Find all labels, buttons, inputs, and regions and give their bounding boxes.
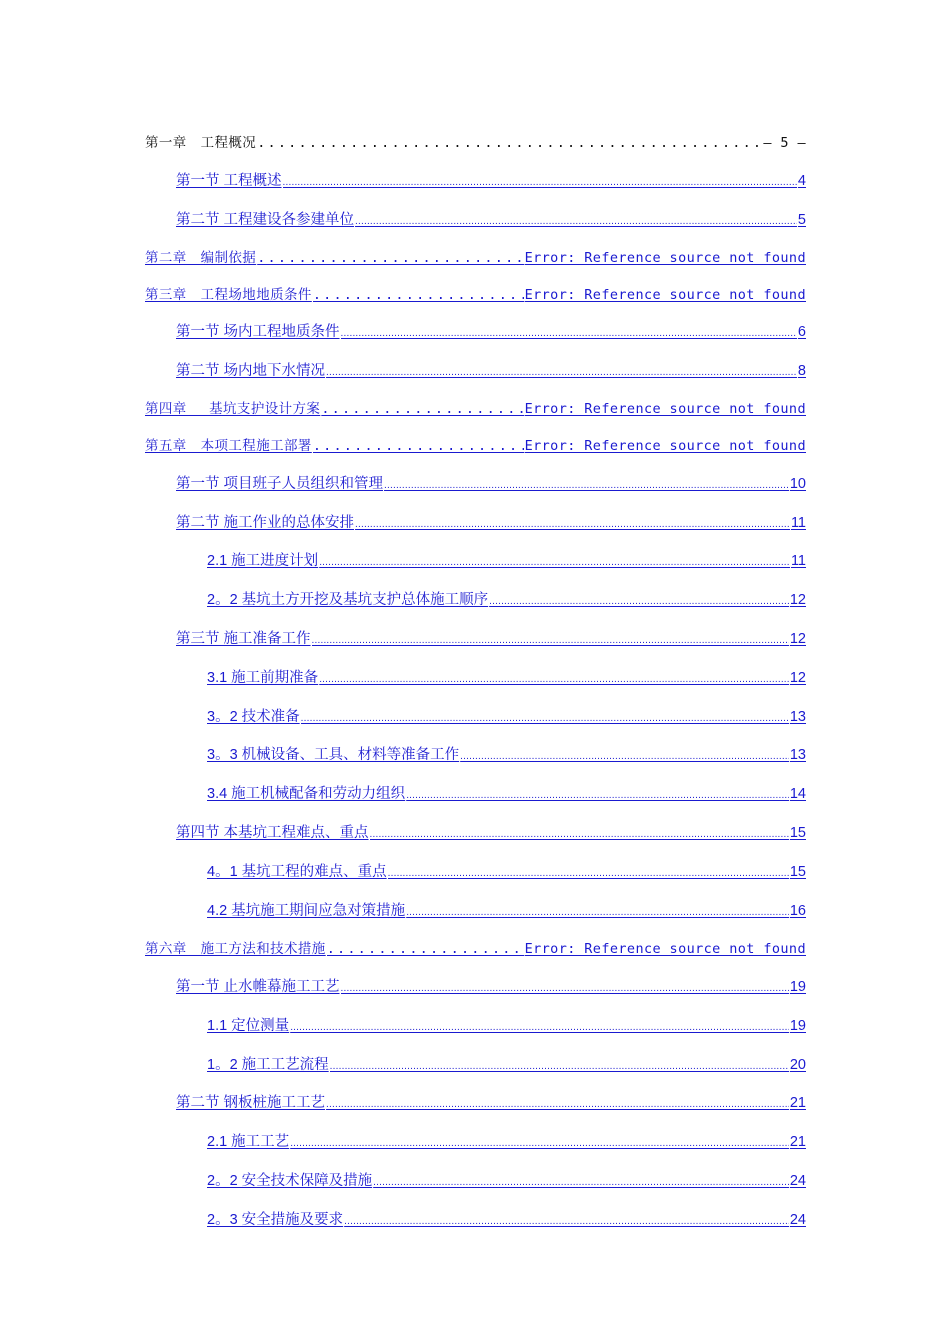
toc-entry-page: Error: Reference source not found <box>524 438 806 454</box>
toc-leader-dots <box>290 1022 789 1033</box>
toc-entry-title: 3.4 施工机械配备和劳动力组织 <box>207 786 406 802</box>
toc-entry-page: 13 <box>789 747 806 763</box>
toc-entry-page: 4 <box>797 173 806 189</box>
toc-link-ch3-sec1[interactable] <box>176 320 806 340</box>
toc-leader-dots <box>319 674 789 685</box>
toc-link-ch6-sec1-item1[interactable] <box>207 1014 806 1034</box>
toc-entry-title: 第一节 止水帷幕施工工艺 <box>176 979 340 995</box>
toc-leader-dots <box>388 868 789 879</box>
toc-link-ch5-sec4[interactable] <box>176 821 806 841</box>
toc-entry-page: 19 <box>789 1018 806 1034</box>
toc-link-ch5-sec3-item2[interactable] <box>207 705 806 725</box>
toc-leader-dots <box>301 713 789 724</box>
toc-entry-page: Error: Reference source not found <box>524 287 806 303</box>
toc-entry-title: 第二章 编制依据 <box>145 250 257 266</box>
toc-entry-title: 第六章 施工方法和技术措施 <box>145 941 326 957</box>
toc-leader-dots <box>257 135 762 151</box>
toc-leader-dots <box>341 328 797 339</box>
toc-entry-title: 3。3 机械设备、工具、材料等准备工作 <box>207 747 460 763</box>
toc-entry-page: 6 <box>797 324 806 340</box>
toc-leader-dots <box>313 438 524 454</box>
toc-entry-title: 第二节 工程建设各参建单位 <box>176 212 355 228</box>
toc-entry-page: 19 <box>789 979 806 995</box>
toc-link-chapter-2[interactable] <box>145 246 806 266</box>
toc-entry-title: 1.1 定位测量 <box>207 1018 290 1034</box>
toc-leader-dots <box>326 1099 789 1110</box>
toc-link-ch5-sec4-item1[interactable] <box>207 860 806 880</box>
toc-entry-page: 15 <box>789 825 806 841</box>
toc-leader-dots <box>319 557 790 568</box>
toc-link-ch6-sec1[interactable] <box>176 975 806 995</box>
toc-link-ch5-sec3[interactable] <box>176 627 806 647</box>
toc-entry-title: 第四节 本基坑工程难点、重点 <box>176 825 369 841</box>
toc-entry-page: 11 <box>790 515 806 531</box>
toc-leader-dots <box>460 751 789 762</box>
toc-link-ch5-sec1[interactable] <box>176 472 806 492</box>
toc-link-ch6-sec1-item2[interactable] <box>207 1053 806 1073</box>
toc-entry-page: 11 <box>790 553 806 569</box>
toc-leader-dots <box>290 1138 789 1149</box>
toc-entry-title: 第一节 工程概述 <box>176 173 282 189</box>
toc-entry-page: Error: Reference source not found <box>524 401 806 417</box>
toc-entry-title: 2.1 施工工艺 <box>207 1134 290 1150</box>
toc-link-ch5-sec3-item1[interactable] <box>207 666 806 686</box>
toc-entry-title: 2。3 安全措施及要求 <box>207 1212 344 1228</box>
toc-entry-page: 13 <box>789 709 806 725</box>
toc-entry-page: 24 <box>789 1212 806 1228</box>
toc-leader-dots <box>341 983 789 994</box>
toc-leader-dots <box>406 907 789 918</box>
toc-leader-dots <box>321 401 523 417</box>
toc-leader-dots <box>355 216 797 227</box>
toc-entry-page: 15 <box>789 864 806 880</box>
toc-link-ch5-sec2-item1[interactable] <box>207 549 806 569</box>
toc-link-ch1-sec1[interactable] <box>176 169 806 189</box>
toc-entry-title: 4.2 基坑施工期间应急对策措施 <box>207 903 406 919</box>
toc-entry-page: 21 <box>789 1134 806 1150</box>
toc-entry-page: 12 <box>789 670 806 686</box>
toc-entry-title: 第一节 项目班子人员组织和管理 <box>176 476 384 492</box>
toc-leader-dots <box>326 367 797 378</box>
toc-entry-title: 2。2 安全技术保障及措施 <box>207 1173 373 1189</box>
toc-link-ch5-sec2-item2[interactable] <box>207 588 806 608</box>
toc-leader-dots <box>330 1061 789 1072</box>
toc-link-ch5-sec4-item2[interactable] <box>207 899 806 919</box>
toc-link-ch6-sec2[interactable] <box>176 1091 806 1111</box>
toc-entry-title: 第二节 施工作业的总体安排 <box>176 515 355 531</box>
toc-entry-title: 2.1 施工进度计划 <box>207 553 319 569</box>
toc-entry-title: 3.1 施工前期准备 <box>207 670 319 686</box>
toc-entry-title: 3。2 技术准备 <box>207 709 300 725</box>
toc-leader-dots <box>355 519 790 530</box>
toc-entry-page: 20 <box>789 1057 806 1073</box>
toc-entry-title: 第一节 场内工程地质条件 <box>176 324 340 340</box>
toc-entry-page: 5 <box>797 212 806 228</box>
toc-entry-page: 16 <box>789 903 806 919</box>
toc-leader-dots <box>283 177 797 188</box>
toc-link-chapter-5[interactable] <box>145 434 806 454</box>
toc-entry-title: 2。2 基坑土方开挖及基坑支护总体施工顺序 <box>207 592 489 608</box>
toc-link-ch6-sec2-item3[interactable] <box>207 1208 806 1228</box>
toc-link-ch5-sec3-item3[interactable] <box>207 743 806 763</box>
toc-leader-dots <box>384 480 789 491</box>
toc-leader-dots <box>257 250 523 266</box>
toc-leader-dots <box>373 1177 789 1188</box>
toc-leader-dots <box>406 790 789 801</box>
toc-entry-title: 第二节 场内地下水情况 <box>176 363 326 379</box>
toc-entry-page: 14 <box>789 786 806 802</box>
toc-leader-dots <box>312 635 789 646</box>
toc-entry-title: 第四章 基坑支护设计方案 <box>145 401 321 417</box>
toc-leader-dots <box>370 829 789 840</box>
toc-entry-page: 12 <box>789 631 806 647</box>
toc-leader-dots <box>313 287 524 303</box>
toc-entry-title: 第二节 钢板桩施工工艺 <box>176 1095 326 1111</box>
toc-leader-dots <box>344 1216 789 1227</box>
toc-link-ch5-sec2[interactable] <box>176 511 806 531</box>
toc-entry-page: 12 <box>789 592 806 608</box>
toc-link-chapter-3[interactable] <box>145 283 806 303</box>
toc-link-ch6-sec2-item1[interactable] <box>207 1130 806 1150</box>
toc-link-ch6-sec2-item2[interactable] <box>207 1169 806 1189</box>
toc-link-ch5-sec3-item4[interactable] <box>207 782 806 802</box>
toc-link-ch1-sec2[interactable] <box>176 208 806 228</box>
toc-entry-title: 第三章 工程场地地质条件 <box>145 287 312 303</box>
toc-entry-chapter-1 <box>145 131 806 151</box>
toc-leader-dots <box>489 596 789 607</box>
toc-link-ch3-sec2[interactable] <box>176 359 806 379</box>
toc-entry-title: 4。1 基坑工程的难点、重点 <box>207 864 387 880</box>
toc-entry-page: — 5 — <box>763 135 806 151</box>
toc-entry-page: 24 <box>789 1173 806 1189</box>
toc-entry-page: Error: Reference source not found <box>524 250 806 266</box>
toc-link-chapter-6[interactable] <box>145 937 806 957</box>
toc-entry-title: 1。2 施工工艺流程 <box>207 1057 329 1073</box>
toc-entry-page: 10 <box>789 476 806 492</box>
toc-leader-dots <box>327 941 524 957</box>
toc-entry-page: 8 <box>797 363 806 379</box>
toc-entry-title: 第五章 本项工程施工部署 <box>145 438 312 454</box>
toc-entry-page: 21 <box>789 1095 806 1111</box>
toc-entry-page: Error: Reference source not found <box>524 941 806 957</box>
toc-link-chapter-4[interactable] <box>145 397 806 417</box>
toc-entry-title: 第一章 工程概况 <box>145 135 257 151</box>
toc-entry-title: 第三节 施工准备工作 <box>176 631 311 647</box>
